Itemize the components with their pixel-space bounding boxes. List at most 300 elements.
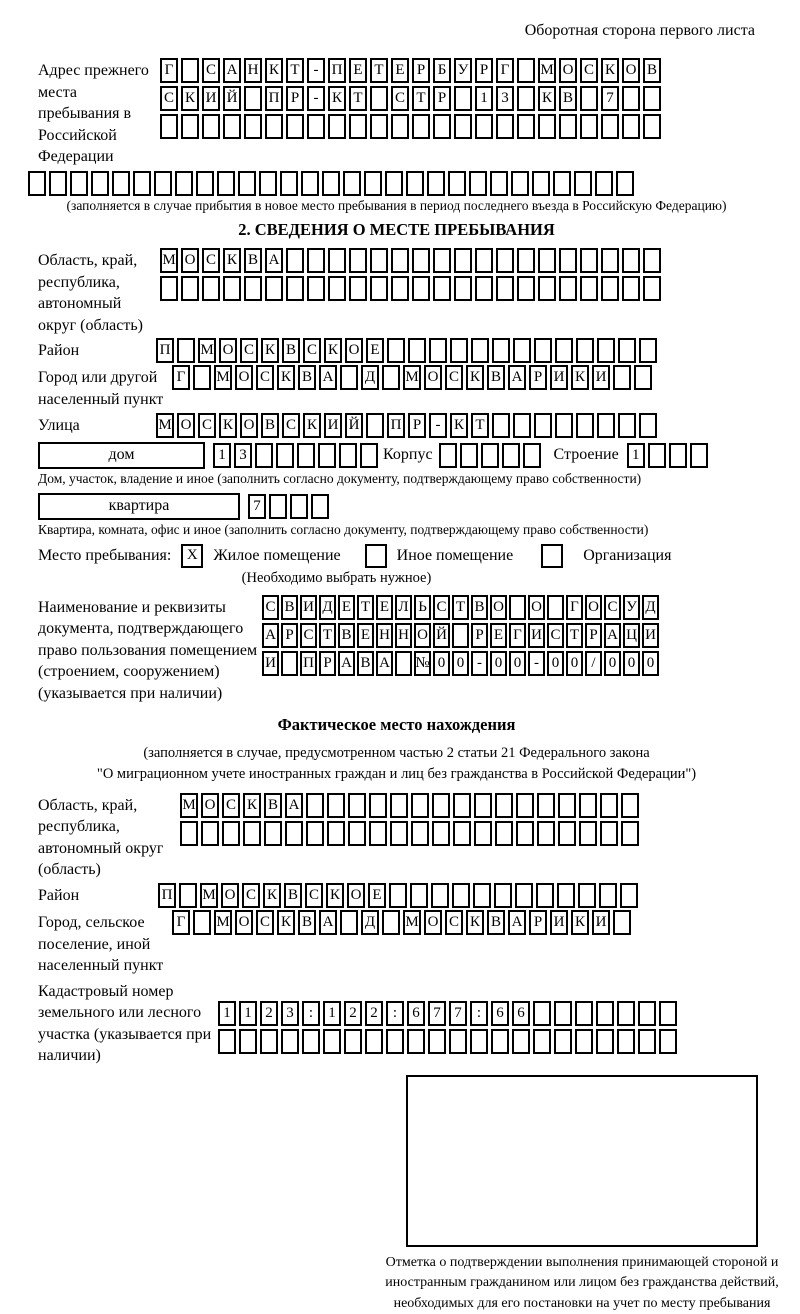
char-box[interactable] — [432, 821, 450, 846]
char-box[interactable] — [537, 793, 555, 818]
char-box[interactable] — [306, 821, 324, 846]
char-box[interactable] — [659, 1001, 677, 1026]
char-box[interactable] — [28, 171, 46, 196]
char-box[interactable]: 1 — [475, 86, 493, 111]
char-box[interactable]: Р — [408, 413, 426, 438]
char-box[interactable]: С — [303, 338, 321, 363]
char-box[interactable]: - — [307, 86, 325, 111]
char-box[interactable]: М — [198, 338, 216, 363]
char-box[interactable] — [323, 1029, 341, 1054]
char-box[interactable] — [428, 1029, 446, 1054]
char-box[interactable] — [454, 114, 472, 139]
char-box[interactable]: Н — [395, 623, 412, 648]
char-box[interactable] — [639, 338, 657, 363]
char-box[interactable] — [496, 248, 514, 273]
char-box[interactable]: У — [623, 595, 640, 620]
char-box[interactable] — [369, 821, 387, 846]
char-box[interactable] — [328, 248, 346, 273]
char-box[interactable]: Р — [281, 623, 298, 648]
char-box[interactable]: М — [200, 883, 218, 908]
char-box[interactable]: В — [282, 338, 300, 363]
char-box[interactable] — [307, 114, 325, 139]
char-box[interactable]: А — [319, 910, 337, 935]
char-box[interactable] — [511, 171, 529, 196]
char-box[interactable] — [601, 248, 619, 273]
char-box[interactable]: Т — [370, 58, 388, 83]
char-box[interactable] — [349, 248, 367, 273]
char-box[interactable] — [659, 1029, 677, 1054]
char-box[interactable] — [327, 793, 345, 818]
char-box[interactable] — [453, 821, 471, 846]
char-box[interactable] — [433, 276, 451, 301]
char-box[interactable] — [238, 171, 256, 196]
char-box[interactable] — [496, 276, 514, 301]
char-box[interactable] — [622, 86, 640, 111]
char-box[interactable] — [286, 114, 304, 139]
char-box[interactable]: С — [604, 595, 621, 620]
char-box[interactable] — [408, 338, 426, 363]
char-box[interactable] — [495, 793, 513, 818]
char-box[interactable] — [349, 276, 367, 301]
char-box[interactable] — [406, 171, 424, 196]
char-box[interactable]: М — [403, 365, 421, 390]
char-box[interactable] — [517, 58, 535, 83]
char-box[interactable]: 0 — [452, 651, 469, 676]
char-box[interactable]: 0 — [604, 651, 621, 676]
char-box[interactable] — [269, 494, 287, 519]
char-box[interactable] — [181, 114, 199, 139]
char-box[interactable]: О — [201, 793, 219, 818]
char-box[interactable]: С — [445, 910, 463, 935]
char-box[interactable] — [433, 114, 451, 139]
char-box[interactable] — [343, 171, 361, 196]
char-box[interactable] — [179, 883, 197, 908]
char-box[interactable]: Т — [319, 623, 336, 648]
char-box[interactable]: 6 — [512, 1001, 530, 1026]
char-box[interactable] — [517, 114, 535, 139]
char-box[interactable]: М — [538, 58, 556, 83]
char-box[interactable] — [390, 793, 408, 818]
char-box[interactable] — [387, 338, 405, 363]
char-box[interactable] — [181, 58, 199, 83]
char-box[interactable] — [599, 883, 617, 908]
char-box[interactable]: И — [592, 910, 610, 935]
char-box[interactable] — [643, 86, 661, 111]
char-box[interactable] — [452, 883, 470, 908]
char-box[interactable]: В — [298, 910, 316, 935]
char-box[interactable] — [613, 365, 631, 390]
char-box[interactable]: И — [202, 86, 220, 111]
char-box[interactable] — [222, 821, 240, 846]
char-box[interactable]: В — [471, 595, 488, 620]
char-box[interactable]: И — [528, 623, 545, 648]
char-box[interactable] — [622, 276, 640, 301]
char-box[interactable] — [243, 821, 261, 846]
char-box[interactable]: М — [214, 910, 232, 935]
char-box[interactable]: 0 — [547, 651, 564, 676]
char-box[interactable] — [364, 171, 382, 196]
char-box[interactable] — [559, 114, 577, 139]
char-box[interactable]: Е — [338, 595, 355, 620]
char-box[interactable] — [411, 793, 429, 818]
char-box[interactable]: Т — [471, 413, 489, 438]
char-box[interactable] — [580, 114, 598, 139]
char-box[interactable]: О — [622, 58, 640, 83]
char-box[interactable] — [600, 821, 618, 846]
char-box[interactable]: К — [277, 365, 295, 390]
char-box[interactable]: Р — [412, 58, 430, 83]
char-box[interactable] — [306, 793, 324, 818]
char-box[interactable] — [177, 338, 195, 363]
char-box[interactable] — [160, 114, 178, 139]
char-box[interactable] — [281, 1029, 299, 1054]
char-box[interactable]: М — [160, 248, 178, 273]
char-box[interactable]: С — [202, 58, 220, 83]
char-box[interactable] — [554, 1001, 572, 1026]
char-box[interactable] — [412, 276, 430, 301]
char-box[interactable] — [432, 793, 450, 818]
char-box[interactable] — [91, 171, 109, 196]
char-box[interactable] — [382, 365, 400, 390]
char-box[interactable] — [307, 276, 325, 301]
char-box[interactable] — [193, 365, 211, 390]
char-box[interactable]: О — [528, 595, 545, 620]
char-box[interactable]: 3 — [234, 443, 252, 468]
char-box[interactable]: С — [305, 883, 323, 908]
char-box[interactable]: Н — [376, 623, 393, 648]
char-box[interactable]: В — [643, 58, 661, 83]
char-box[interactable]: О — [345, 338, 363, 363]
char-box[interactable] — [494, 883, 512, 908]
char-box[interactable]: Р — [319, 651, 336, 676]
char-box[interactable]: К — [326, 883, 344, 908]
char-box[interactable] — [322, 171, 340, 196]
char-box[interactable]: В — [338, 623, 355, 648]
char-box[interactable]: С — [547, 623, 564, 648]
char-box[interactable]: О — [181, 248, 199, 273]
char-box[interactable]: А — [508, 365, 526, 390]
char-box[interactable]: Г — [496, 58, 514, 83]
char-box[interactable] — [616, 171, 634, 196]
char-box[interactable] — [595, 171, 613, 196]
char-box[interactable] — [509, 595, 526, 620]
char-box[interactable]: К — [219, 413, 237, 438]
char-box[interactable]: К — [466, 365, 484, 390]
char-box[interactable]: Т — [357, 595, 374, 620]
char-box[interactable]: Ь — [414, 595, 431, 620]
char-box[interactable] — [259, 171, 277, 196]
char-box[interactable]: Б — [433, 58, 451, 83]
char-box[interactable] — [496, 114, 514, 139]
char-box[interactable] — [579, 793, 597, 818]
char-box[interactable]: 0 — [509, 651, 526, 676]
char-box[interactable] — [576, 413, 594, 438]
char-box[interactable] — [369, 793, 387, 818]
char-box[interactable] — [454, 248, 472, 273]
char-box[interactable] — [523, 443, 541, 468]
char-box[interactable]: О — [240, 413, 258, 438]
char-box[interactable]: А — [319, 365, 337, 390]
char-box[interactable] — [411, 821, 429, 846]
char-box[interactable] — [648, 443, 666, 468]
char-box[interactable] — [196, 171, 214, 196]
char-box[interactable]: С — [580, 58, 598, 83]
char-box[interactable] — [559, 276, 577, 301]
char-box[interactable]: - — [471, 651, 488, 676]
char-box[interactable] — [669, 443, 687, 468]
char-box[interactable]: К — [328, 86, 346, 111]
char-box[interactable] — [555, 413, 573, 438]
char-box[interactable] — [460, 443, 478, 468]
char-box[interactable] — [264, 821, 282, 846]
char-box[interactable] — [575, 1029, 593, 1054]
char-box[interactable] — [534, 338, 552, 363]
char-box[interactable]: О — [235, 910, 253, 935]
char-box[interactable] — [340, 910, 358, 935]
char-box[interactable]: К — [277, 910, 295, 935]
char-box[interactable] — [386, 1029, 404, 1054]
char-box[interactable] — [575, 1001, 593, 1026]
char-box[interactable]: К — [303, 413, 321, 438]
char-box[interactable] — [454, 276, 472, 301]
char-box[interactable] — [181, 276, 199, 301]
checkbox-organization[interactable] — [541, 544, 563, 568]
char-box[interactable]: М — [214, 365, 232, 390]
char-box[interactable] — [244, 276, 262, 301]
char-box[interactable] — [327, 821, 345, 846]
char-box[interactable] — [643, 114, 661, 139]
char-box[interactable] — [621, 793, 639, 818]
char-box[interactable] — [517, 86, 535, 111]
char-box[interactable]: С — [391, 86, 409, 111]
char-box[interactable] — [553, 171, 571, 196]
char-box[interactable]: А — [338, 651, 355, 676]
char-box[interactable] — [193, 910, 211, 935]
char-box[interactable]: 0 — [433, 651, 450, 676]
char-box[interactable] — [453, 793, 471, 818]
char-box[interactable] — [475, 114, 493, 139]
char-box[interactable] — [302, 1029, 320, 1054]
char-box[interactable] — [580, 276, 598, 301]
checkbox-other-premises[interactable] — [365, 544, 387, 568]
char-box[interactable]: В — [244, 248, 262, 273]
char-box[interactable]: О — [585, 595, 602, 620]
char-box[interactable]: 1 — [239, 1001, 257, 1026]
char-box[interactable] — [617, 1001, 635, 1026]
char-box[interactable] — [175, 171, 193, 196]
char-box[interactable] — [516, 793, 534, 818]
char-box[interactable] — [290, 494, 308, 519]
char-box[interactable] — [470, 1029, 488, 1054]
char-box[interactable] — [412, 248, 430, 273]
char-box[interactable]: - — [307, 58, 325, 83]
char-box[interactable] — [495, 821, 513, 846]
char-box[interactable] — [133, 171, 151, 196]
char-box[interactable]: Т — [412, 86, 430, 111]
char-box[interactable]: Д — [319, 595, 336, 620]
char-box[interactable] — [639, 413, 657, 438]
char-box[interactable]: 3 — [281, 1001, 299, 1026]
char-box[interactable] — [348, 793, 366, 818]
char-box[interactable]: 0 — [642, 651, 659, 676]
char-box[interactable] — [391, 248, 409, 273]
char-box[interactable] — [597, 413, 615, 438]
char-box[interactable]: Д — [642, 595, 659, 620]
char-box[interactable]: С — [198, 413, 216, 438]
char-box[interactable] — [260, 1029, 278, 1054]
char-box[interactable]: В — [559, 86, 577, 111]
char-box[interactable] — [154, 171, 172, 196]
char-box[interactable]: Г — [172, 365, 190, 390]
char-box[interactable]: К — [243, 793, 261, 818]
char-box[interactable] — [580, 86, 598, 111]
char-box[interactable] — [618, 413, 636, 438]
char-box[interactable]: № — [414, 651, 431, 676]
char-box[interactable]: Р — [286, 86, 304, 111]
char-box[interactable] — [431, 883, 449, 908]
char-box[interactable] — [475, 248, 493, 273]
char-box[interactable] — [533, 1029, 551, 1054]
char-box[interactable] — [534, 413, 552, 438]
char-box[interactable] — [49, 171, 67, 196]
char-box[interactable]: Т — [349, 86, 367, 111]
char-box[interactable] — [634, 365, 652, 390]
char-box[interactable] — [502, 443, 520, 468]
char-box[interactable] — [471, 338, 489, 363]
checkbox-residential[interactable]: X — [181, 544, 203, 568]
char-box[interactable] — [344, 1029, 362, 1054]
char-box[interactable] — [578, 883, 596, 908]
char-box[interactable] — [597, 338, 615, 363]
char-box[interactable]: К — [450, 413, 468, 438]
char-box[interactable]: 0 — [490, 651, 507, 676]
char-box[interactable]: А — [285, 793, 303, 818]
char-box[interactable] — [391, 114, 409, 139]
char-box[interactable]: К — [601, 58, 619, 83]
char-box[interactable]: К — [223, 248, 241, 273]
char-box[interactable]: Й — [223, 86, 241, 111]
char-box[interactable]: И — [592, 365, 610, 390]
char-box[interactable]: С — [445, 365, 463, 390]
char-box[interactable]: Р — [529, 910, 547, 935]
char-box[interactable]: 2 — [260, 1001, 278, 1026]
char-box[interactable]: С — [242, 883, 260, 908]
char-box[interactable] — [558, 793, 576, 818]
char-box[interactable]: Е — [349, 58, 367, 83]
char-box[interactable] — [643, 248, 661, 273]
char-box[interactable]: О — [424, 365, 442, 390]
char-box[interactable]: С — [433, 595, 450, 620]
char-box[interactable]: Ц — [623, 623, 640, 648]
char-box[interactable] — [554, 1029, 572, 1054]
char-box[interactable] — [449, 1029, 467, 1054]
char-box[interactable]: П — [265, 86, 283, 111]
char-box[interactable] — [622, 248, 640, 273]
char-box[interactable]: 7 — [248, 494, 266, 519]
char-box[interactable] — [255, 443, 273, 468]
char-box[interactable] — [244, 86, 262, 111]
char-box[interactable] — [280, 171, 298, 196]
char-box[interactable] — [617, 1029, 635, 1054]
char-box[interactable] — [600, 793, 618, 818]
char-box[interactable] — [638, 1029, 656, 1054]
char-box[interactable]: А — [508, 910, 526, 935]
char-box[interactable]: Г — [172, 910, 190, 935]
char-box[interactable]: А — [223, 58, 241, 83]
char-box[interactable]: С — [202, 248, 220, 273]
char-box[interactable] — [244, 114, 262, 139]
char-box[interactable] — [638, 1001, 656, 1026]
char-box[interactable]: 2 — [344, 1001, 362, 1026]
char-box[interactable] — [365, 1029, 383, 1054]
char-box[interactable]: Г — [566, 595, 583, 620]
char-box[interactable]: И — [550, 365, 568, 390]
char-box[interactable] — [223, 276, 241, 301]
char-box[interactable] — [366, 413, 384, 438]
char-box[interactable]: Г — [509, 623, 526, 648]
char-box[interactable] — [349, 114, 367, 139]
char-box[interactable] — [201, 821, 219, 846]
char-box[interactable] — [339, 443, 357, 468]
char-box[interactable]: К — [571, 365, 589, 390]
char-box[interactable]: Р — [475, 58, 493, 83]
char-box[interactable] — [490, 171, 508, 196]
char-box[interactable] — [297, 443, 315, 468]
char-box[interactable]: : — [470, 1001, 488, 1026]
char-box[interactable]: - — [528, 651, 545, 676]
char-box[interactable]: О — [219, 338, 237, 363]
char-box[interactable]: К — [261, 338, 279, 363]
char-box[interactable] — [574, 171, 592, 196]
char-box[interactable]: : — [302, 1001, 320, 1026]
char-box[interactable]: В — [487, 365, 505, 390]
char-box[interactable]: Г — [160, 58, 178, 83]
char-box[interactable]: : — [386, 1001, 404, 1026]
char-box[interactable]: Й — [345, 413, 363, 438]
char-box[interactable]: М — [156, 413, 174, 438]
char-box[interactable] — [112, 171, 130, 196]
char-box[interactable]: В — [284, 883, 302, 908]
char-box[interactable] — [557, 883, 575, 908]
char-box[interactable]: С — [300, 623, 317, 648]
char-box[interactable]: А — [604, 623, 621, 648]
char-box[interactable] — [452, 623, 469, 648]
char-box[interactable]: О — [414, 623, 431, 648]
char-box[interactable]: К — [571, 910, 589, 935]
char-box[interactable]: О — [490, 595, 507, 620]
char-box[interactable]: К — [263, 883, 281, 908]
char-box[interactable] — [513, 413, 531, 438]
char-box[interactable] — [580, 248, 598, 273]
char-box[interactable]: С — [256, 365, 274, 390]
char-box[interactable] — [276, 443, 294, 468]
char-box[interactable]: А — [265, 248, 283, 273]
char-box[interactable] — [620, 883, 638, 908]
char-box[interactable] — [547, 595, 564, 620]
char-box[interactable] — [537, 821, 555, 846]
char-box[interactable]: Й — [433, 623, 450, 648]
char-box[interactable] — [491, 1029, 509, 1054]
char-box[interactable] — [475, 276, 493, 301]
char-box[interactable]: С — [256, 910, 274, 935]
char-box[interactable]: Е — [368, 883, 386, 908]
char-box[interactable] — [370, 86, 388, 111]
char-box[interactable] — [622, 114, 640, 139]
char-box[interactable] — [390, 821, 408, 846]
char-box[interactable]: С — [160, 86, 178, 111]
char-box[interactable]: О — [559, 58, 577, 83]
char-box[interactable]: С — [262, 595, 279, 620]
